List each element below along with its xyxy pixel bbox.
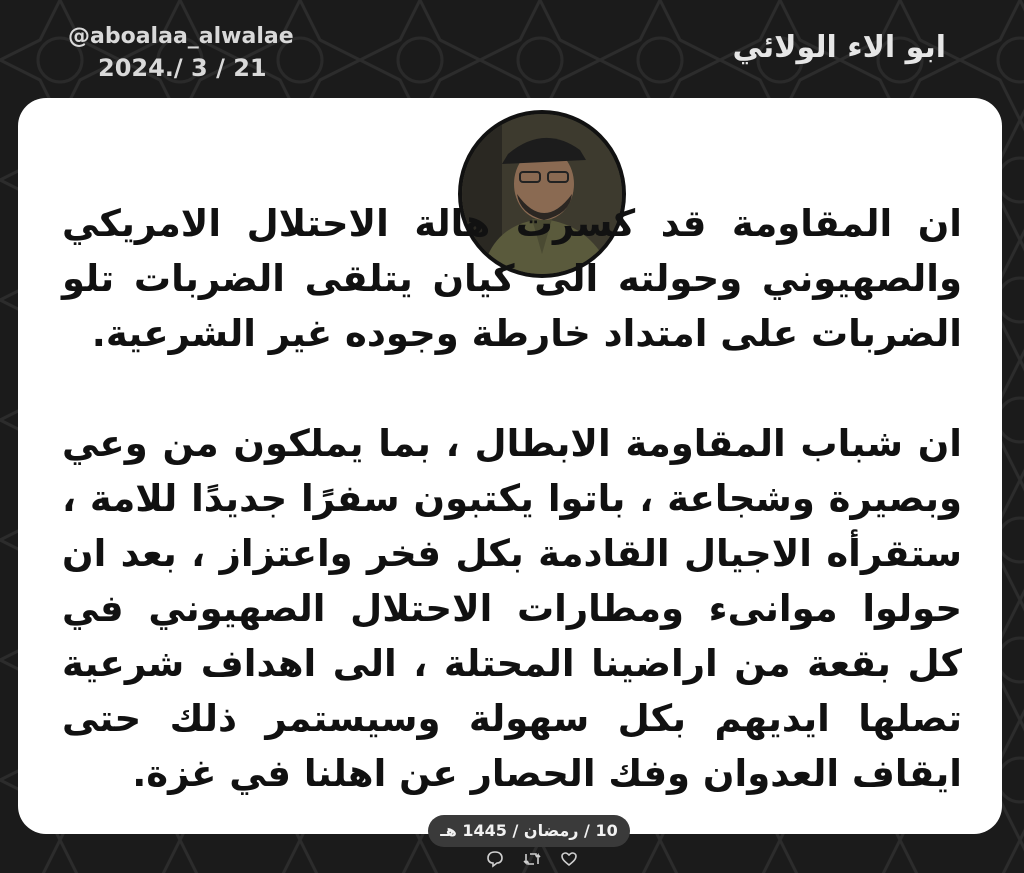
post-body <box>62 196 962 801</box>
reply-icon[interactable] <box>486 850 504 872</box>
post-date: 2024./ 3 / 21 <box>98 54 267 82</box>
paragraph-2: ان شباب المقاومة الابطال ، بما يملكون من وعي وبصيرة وشجاعة ، باتوا يكتبون سفرًا جديدًا للامة ، ستقرأه الاجيال القادمة بكل فخر واعتزاز ، بعد ان حولوا موانىء ومطارات الاحتلال الصهيوني في كل بقعة من اراضينا المحتلة ، الى اهداف شرعية تصلها ايديهم بكل سهولة وسيستمر ذلك حتى ايقاف العدوان وفك الحصار عن اهلنا في غزة. <box>62 422 962 795</box>
post-card <box>18 98 1002 834</box>
post-actions <box>482 850 602 870</box>
hijri-date-badge: 10 / رمضان / 1445 هـ <box>428 815 630 847</box>
retweet-icon[interactable] <box>522 850 542 872</box>
author-handle: @aboalaa_alwalae <box>68 24 294 49</box>
author-name: ابو الاء الولائي <box>732 30 946 65</box>
paragraph-1: ان المقاومة قد كسرت هالة الاحتلال الامريكي والصهيوني وحولته الى كيان يتلقى الضربات تلو الضربات على امتداد خارطة وجوده غير الشرعية. <box>62 202 962 355</box>
like-icon[interactable] <box>560 850 578 872</box>
